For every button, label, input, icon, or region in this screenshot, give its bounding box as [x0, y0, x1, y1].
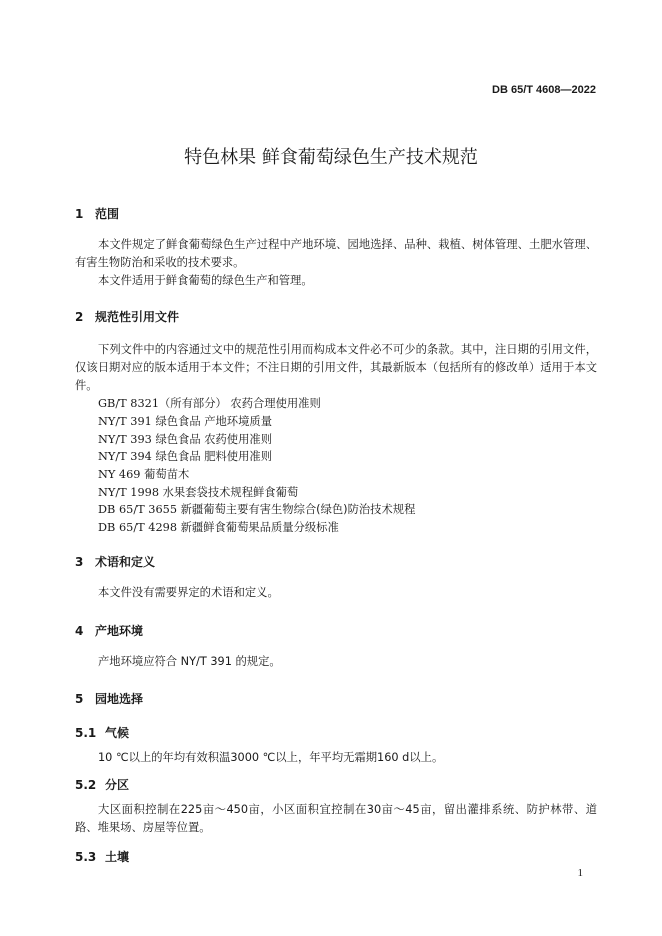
subsection-5-1-heading [75, 724, 129, 741]
section-2-paragraph-1: 下列文件中的内容通过文中的规范性引用而构成本文件必不可少的条款。其中，注日期的引用文件，仅该日期对应的版本适用于本文件；不注日期的引用文件，其最新版本（包括所有的修改单）适用于本文件。 [75, 343, 597, 392]
subsection-title: 气候 [105, 726, 130, 740]
subsection-5-2-paragraph: 大区面积控制在225亩～450亩，小区面积宜控制在30亩～45亩，留出灌排系统、防护林带、道路、堆果场、房屋等位置。 [75, 803, 597, 834]
subsection-number: 5.2 [75, 778, 97, 792]
section-number: 2 [75, 310, 84, 324]
standard-number: DB 65/T 4608—2022 [492, 84, 596, 96]
section-number: 1 [75, 207, 84, 221]
subsection-5-2-heading [75, 776, 129, 793]
subsection-title: 土壤 [105, 850, 130, 864]
reference-item: NY/T 391 绿色食品 产地环境质量 [98, 415, 272, 428]
section-2-heading [75, 308, 179, 325]
section-title: 术语和定义 [95, 555, 156, 569]
section-title: 园地选择 [95, 692, 144, 706]
page-number: 1 [577, 867, 583, 879]
section-title: 产地环境 [95, 624, 144, 638]
section-1-heading [75, 205, 119, 222]
section-3-heading [75, 553, 155, 570]
section-4-paragraph-1: 产地环境应符合 NY/T 391 的规定。 [98, 655, 281, 668]
reference-item: NY/T 394 绿色食品 肥料使用准则 [98, 450, 272, 463]
section-4-heading [75, 622, 143, 639]
subsection-5-3-heading [75, 848, 129, 865]
reference-item: DB 65/T 4298 新疆鲜食葡萄果品质量分级标准 [98, 521, 339, 534]
reference-item: NY/T 1998 水果套袋技术规程鲜食葡萄 [98, 486, 299, 499]
section-number: 5 [75, 692, 84, 706]
section-number: 3 [75, 555, 84, 569]
section-1-paragraph-2: 本文件适用于鲜食葡萄的绿色生产和管理。 [98, 274, 313, 287]
subsection-5-1-paragraph: 10 ℃以上的年均有效积温3000 ℃以上，年平均无霜期160 d以上。 [98, 751, 444, 764]
reference-item: GB/T 8321（所有部分） 农药合理使用准则 [98, 397, 321, 410]
section-title: 范围 [95, 207, 120, 221]
section-5-heading [75, 690, 143, 707]
subsection-title: 分区 [105, 778, 130, 792]
reference-item: DB 65/T 3655 新疆葡萄主要有害生物综合(绿色)防治技术规程 [98, 503, 416, 516]
subsection-number: 5.1 [75, 726, 97, 740]
reference-item: NY 469 葡萄苗木 [98, 468, 190, 481]
section-3-paragraph-1: 本文件没有需要界定的术语和定义。 [98, 586, 279, 599]
section-1-paragraph-1: 本文件规定了鲜食葡萄绿色生产过程中产地环境、园地选择、品种、栽植、树体管理、土肥水管理、有害生物防治和采收的技术要求。 [75, 238, 597, 269]
section-title: 规范性引用文件 [95, 310, 180, 324]
subsection-number: 5.3 [75, 850, 97, 864]
section-number: 4 [75, 624, 84, 638]
document-title: 特色林果 鲜食葡萄绿色生产技术规范 [184, 147, 478, 168]
reference-item: NY/T 393 绿色食品 农药使用准则 [98, 433, 272, 446]
